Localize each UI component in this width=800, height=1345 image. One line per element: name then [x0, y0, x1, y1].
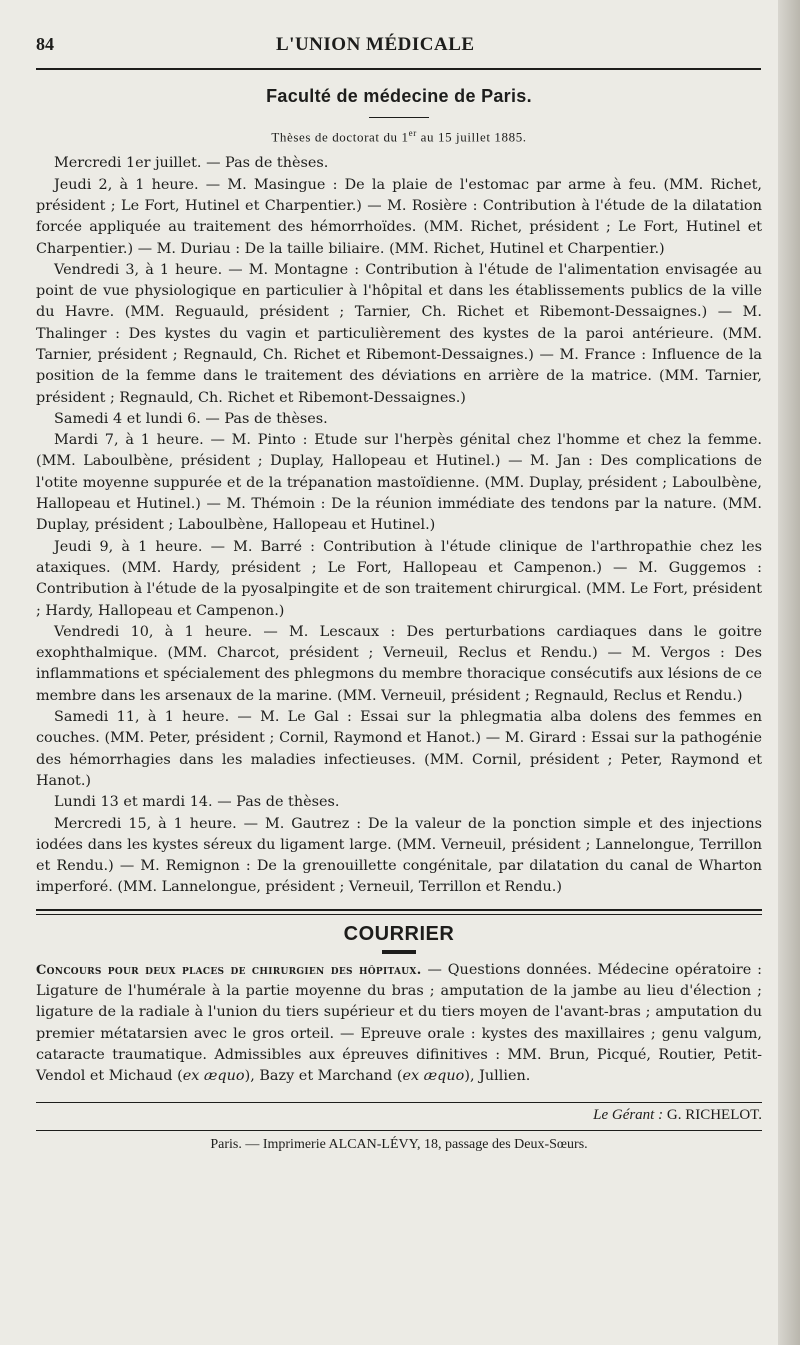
- courrier-text: — Questions données. Médecine opératoire : Ligature de l'humérale à la partie moyenne du bras ; amputation de la jambe au lieu d'élection ; ligature de la radiale à l'union du tiers supérieur et du tiers moyen de l'avant-bras ; amputation du premier métatarsien avec le gros orteil. — Epreuve orale : kystes des maxillaires ; genu valgum, cataracte traumatique. Admissibles aux épreuves difinitives : MM. Brun, Picqué, Routier, Petit-Vendol et Michaud (: [36, 961, 763, 1085]
- page-header: [36, 34, 762, 58]
- section-subtitle: [36, 128, 762, 145]
- courrier-title: COURRIER: [343, 922, 455, 945]
- thesis-entry: Jeudi 2, à 1 heure. — M. Masingue : De la plaie de l'estomac par arme à feu. (MM. Richet, président ; Le Fort, Hutinel et Charpentier.) — M. Rosière : Contribution à l'étude de la dilatation forcée appliquée au traitement des hémorrhoïdes. (MM. Richet, président ; Le Fort, Hutinel et Charpentier.) — M. Duriau : De la taille biliaire. (MM. Richet, Hutinel et Charpentier.): [36, 176, 762, 257]
- courrier-bar: [382, 950, 416, 954]
- section-rule: [369, 117, 429, 118]
- section-divider: [36, 909, 762, 915]
- courrier-italic: ex æquo: [402, 1068, 465, 1085]
- courrier-italic: ex æquo: [182, 1068, 245, 1085]
- header-rule: [36, 68, 761, 70]
- footer-rule-bottom: [36, 1130, 762, 1131]
- courrier-text: ), Jullien.: [464, 1068, 531, 1085]
- thesis-entry: Mercredi 15, à 1 heure. — M. Gautrez : De la valeur de la ponction simple et des injections iodées dans les kystes séreux du ligament large. (MM. Verneuil, président ; Lannelongue, Terrillon et Rendu.) — M. Remignon : De la grenouillette congénitale, par dilatation du canal de Wharton imperforé. (MM. Lannelongue, président ; Verneuil, Terrillon et Rendu.): [36, 815, 762, 896]
- section-title: Faculté de médecine de Paris.: [266, 86, 532, 106]
- thesis-entry: Samedi 11, à 1 heure. — M. Le Gal : Essai sur la phlegmatia alba dolens des femmes en couches. (MM. Peter, président ; Cornil, Raymond et Hanot.) — M. Girard : Essai sur la pathogénie des hémorrhagies dans les maladies infectieuses. (MM. Cornil, président ; Peter, Raymond et Hanot.): [36, 709, 762, 789]
- printer-imprint: Paris. — Imprimerie ALCAN-LÉVY, 18, passage des Deux-Sœurs.: [210, 1136, 588, 1152]
- footer-rule: [36, 1102, 762, 1103]
- thesis-entry: Mardi 7, à 1 heure. — M. Pinto : Etude sur l'herpès génital chez l'homme et chez la femme. (MM. Laboulbène, président ; Duplay, Hallopeau et Hutinel.) — M. Jan : Des complications de l'otite moyenne suppurée et de la trépanation mastoïdienne. (MM. Duplay, président ; Laboulbène, Hallopeau et Hutinel.) — M. Thémoin : De la réunion immédiate des tendons par la nature. (MM. Duplay, président ; Laboulbène, Hallopeau et Hutinel.): [36, 432, 762, 534]
- thesis-entry: Lundi 13 et mardi 14. — Pas de thèses.: [54, 794, 340, 811]
- thesis-entry: Vendredi 3, à 1 heure. — M. Montagne : Contribution à l'étude de l'alimentation envisagée au point de vue physiologique en particulier à l'hôpital et dans les établissements publics de la ville du Havre. (MM. Reguauld, président ; Tarnier, Ch. Richet et Ribemont-Dessaignes.) — M. Thalinger : Des kystes du vagin et particulièrement des kystes de la paroi antérieure. (MM. Tarnier, président ; Regnauld, Ch. Richet et Ribemont-Dessaignes.) — M. France : Influence de la position de la femme dans le traitement des déviations en arrière de la matrice. (MM. Tarnier, président ; Regnauld, Ch. Richet et Ribemont-Dessaignes.): [36, 261, 762, 406]
- journal-title: L'UNION MÉDICALE: [276, 34, 475, 55]
- thesis-entry: Jeudi 9, à 1 heure. — M. Barré : Contribution à l'étude clinique de l'arthropathie chez les ataxiques. (MM. Hardy, président ; Le Fort, Hallopeau et Campenon.) — M. Guggemos : Contribution à l'étude de la pyosalpingite et de son traitement chirurgical. (MM. Le Fort, président ; Hardy, Hallopeau et Campenon.): [36, 538, 762, 619]
- courrier-body: [36, 960, 762, 1088]
- thesis-list: [36, 153, 762, 898]
- subtitle-superscript: er: [408, 128, 417, 138]
- thesis-entry: Mercredi 1er juillet. — Pas de thèses.: [54, 155, 329, 172]
- gerant-label: Le Gérant :: [593, 1106, 664, 1123]
- courrier-text: ), Bazy et Marchand (: [244, 1068, 403, 1085]
- thesis-entry: Vendredi 10, à 1 heure. — M. Lescaux : Des perturbations cardiaques dans le goitre exophthalmique. (MM. Charcot, président ; Verneuil, Reclus et Rendu.) — M. Vergos : Des inflammations et spécialement des phlegmons du membre thoracique consécutifs aux lésions de ce membre dans les arsenaux de la marine. (MM. Verneuil, président ; Regnauld, Reclus et Rendu.): [36, 623, 762, 704]
- thesis-entry: Samedi 4 et lundi 6. — Pas de thèses.: [54, 410, 328, 427]
- subtitle-text: Thèses de doctorat du 1: [271, 129, 409, 145]
- page-number: 84: [36, 34, 54, 54]
- page-edge-shadow: [778, 0, 800, 1345]
- courrier-lead: Concours pour deux places de chirurgien des hôpitaux.: [36, 962, 422, 978]
- gerant-name: G. RICHELOT.: [663, 1106, 762, 1123]
- gerant-line: [36, 1107, 762, 1124]
- subtitle-text-end: au 15 juillet 1885.: [416, 129, 527, 145]
